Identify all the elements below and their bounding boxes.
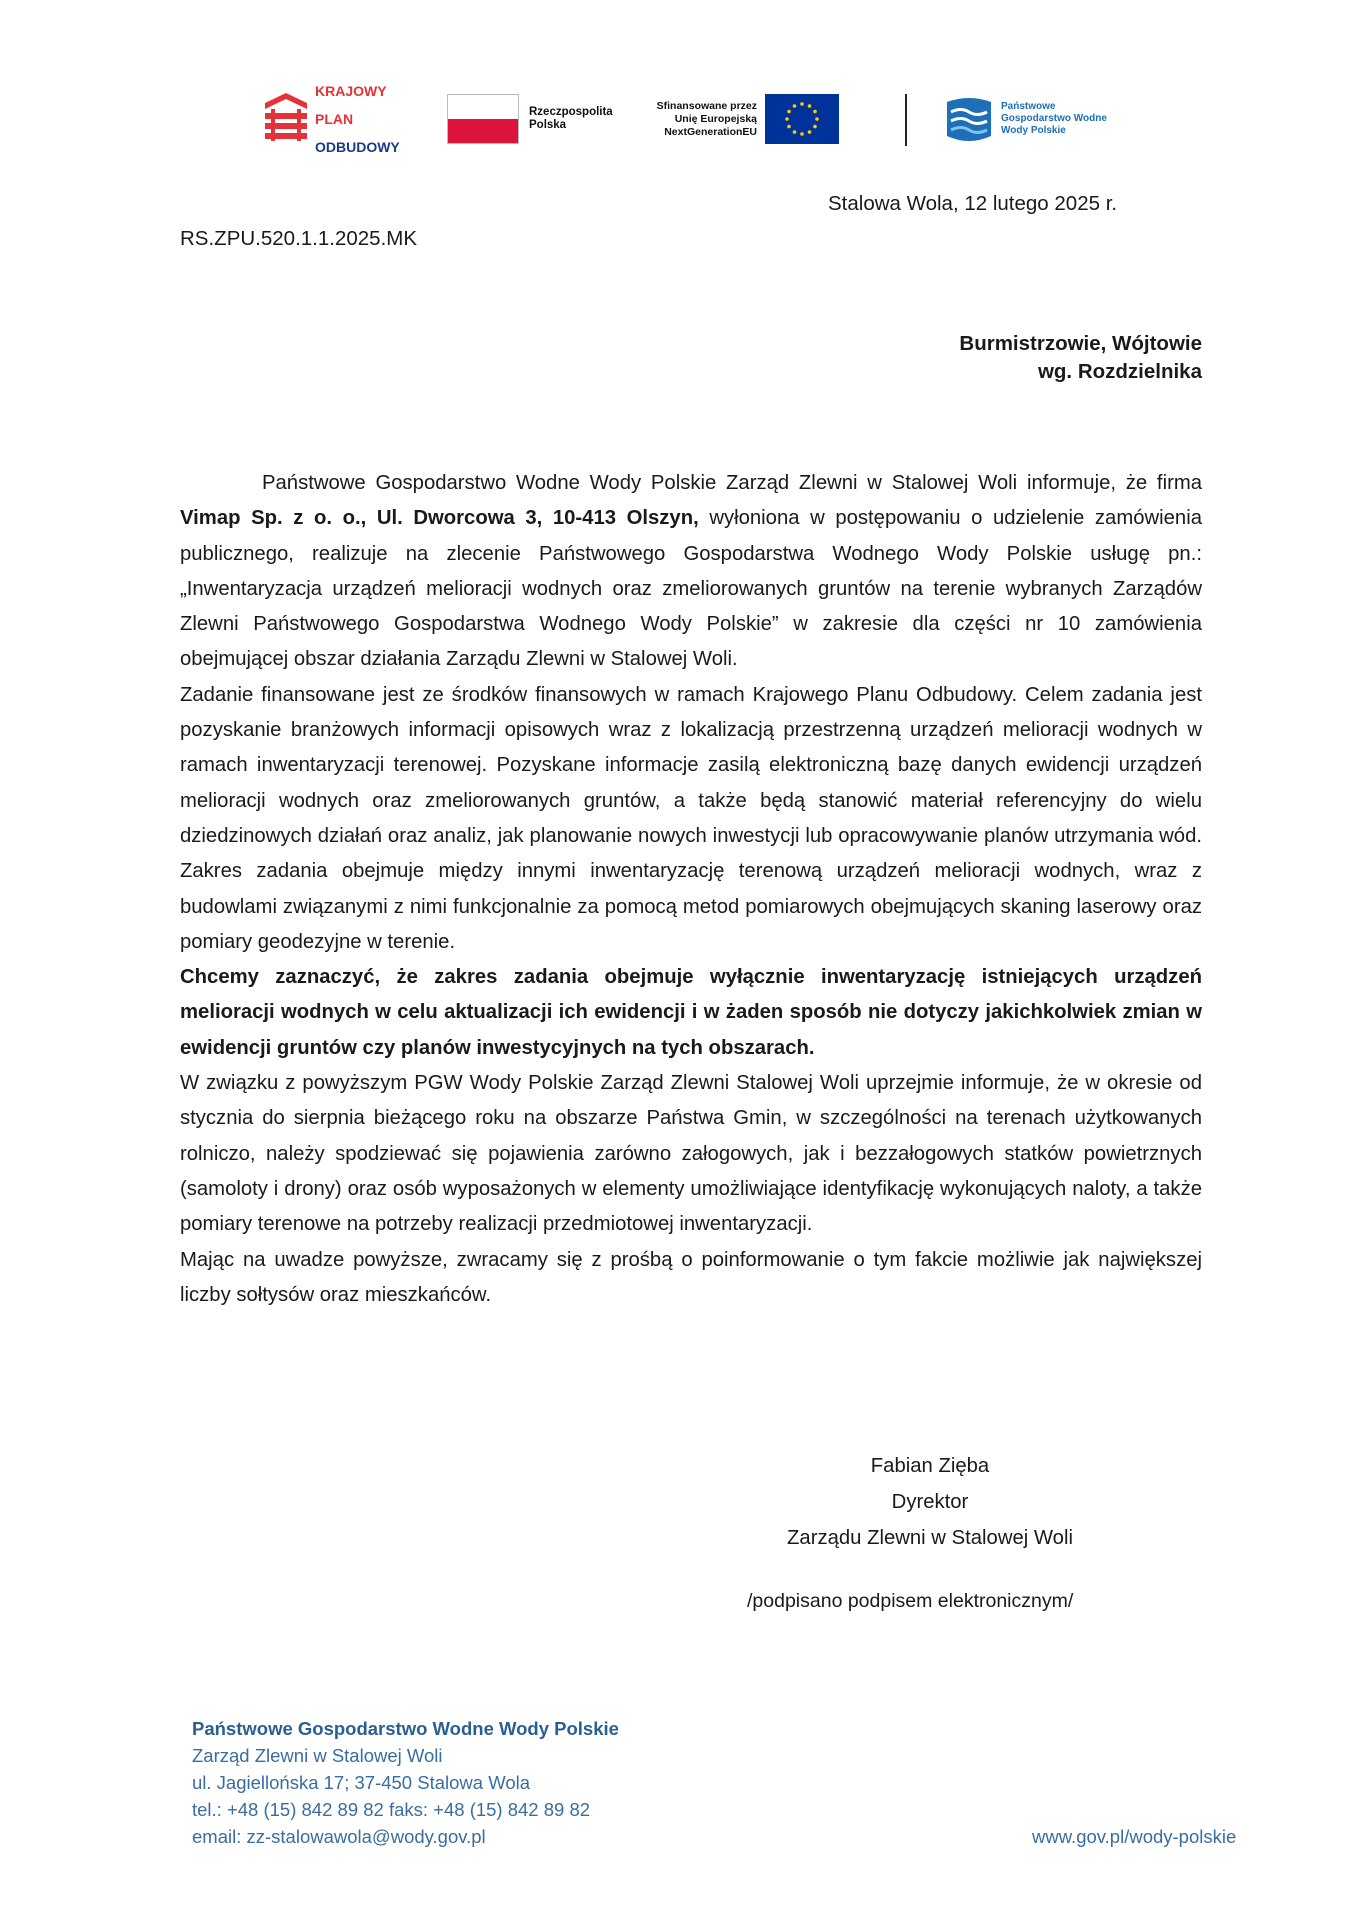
electronic-signature-note: /podpisano podpisem elektronicznym/ (747, 1590, 1074, 1612)
footer-address: ul. Jagiellońska 17; 37-450 Stalowa Wola (192, 1772, 531, 1793)
wody-polskie-logo-icon (945, 96, 993, 142)
eu-line-1: Sfinansowane przez (656, 99, 757, 112)
p1-text-a: Państwowe Gospodarstwo Wodne Wody Polskie Zarząd Zlewni w Stalowej Woli informuje, że firma (262, 472, 1202, 494)
eu-star-icon (787, 125, 791, 129)
wody-polskie-logo-text (1001, 101, 1111, 137)
eu-flag-icon (765, 94, 839, 144)
logo-separator (905, 94, 907, 146)
wp-line-2: Gospodarstwo Wodne (1001, 113, 1107, 124)
kpo-logo-icon (265, 93, 307, 145)
polish-flag-icon (447, 94, 519, 144)
kpo-logo-text (315, 70, 405, 168)
body-paragraph-1 (180, 466, 1202, 678)
eu-line-3: NextGenerationEU (664, 125, 757, 138)
eu-star-icon (787, 110, 791, 114)
eu-star-icon (793, 130, 797, 134)
body-paragraph-3: Chcemy zaznaczyć, że zakres zadania obejmuje wyłącznie inwentaryzację istniejących urządzeń melioracji wodnych w celu aktualizacji ich ewidencji i w żaden sposób nie dotyczy jakichkolwiek zmian w ewidencji gruntów czy planów inwestycyjnych na tych obszarach. (180, 966, 1202, 1059)
letter-date: Stalowa Wola, 12 lutego 2025 r. (828, 192, 1118, 215)
wp-line-1: Państwowe (1001, 101, 1056, 112)
addressee (959, 330, 1202, 386)
signatory-title: Dyrektor (891, 1491, 969, 1513)
eu-star-icon (808, 130, 812, 134)
eu-star-icon (800, 102, 804, 106)
kpo-line-3: ODBUDOWY (315, 139, 400, 155)
footer-unit: Zarząd Zlewni w Stalowej Woli (192, 1745, 443, 1766)
wody-polskie-logo (945, 88, 1111, 150)
body-paragraph-2: Zadanie finansowane jest ze środków finansowych w ramach Krajowego Planu Odbudowy. Celem zadania jest pozyskanie branżowych informacji opisowych wraz z lokalizacją przestrzenną urządzeń melioracji wodnych w ramach inwentaryzacji terenowej. Pozyskane informacje zasilą elektroniczną bazę danych ewidencji urządzeń melioracji wodnych oraz zmeliorowanych gruntów, a także będą stanowić materiał referencyjny do wielu dziedzinowych działań oraz analiz, jak planowanie nowych inwestycji lub opracowywanie planów utrzymania wód. Zakres zadania obejmuje między innymi inwentaryzację terenową urządzeń melioracji wodnych, wraz z budowlami związanymi z nimi funkcjonalnie za pomocą metod pomiarowych obejmujących skaning laserowy oraz pomiary geodezyjne w terenie. (180, 683, 1202, 953)
body-paragraph-4: W związku z powyższym PGW Wody Polskie Zarząd Zlewni Stalowej Woli uprzejmie informuje, że w okresie od stycznia do sierpnia bieżącego roku na obszarze Państwa Gmin, w szczególności na terenach użytkowanych rolniczo, należy spodziewać się pojawienia zarówno załogowych, jak i bezzałogowych statków powietrznych (samoloty i drony) oraz osób wyposażonych w elementy umożliwiające identyfikację wykonujących naloty, a także pomiary terenowe na potrzeby realizacji przedmiotowej inwentaryzacji. (180, 1072, 1202, 1236)
eu-star-icon (793, 104, 797, 108)
letter-body (180, 466, 1202, 1313)
rzeczpospolita-logo (447, 88, 629, 150)
eu-star-icon (815, 117, 819, 121)
eu-funding-logo (645, 88, 839, 150)
kpo-logo (265, 83, 405, 155)
signature-block (730, 1448, 1130, 1556)
footer-phone: tel.: +48 (15) 842 89 82 faks: +48 (15) 842 89 82 (192, 1799, 591, 1820)
logo-band (265, 83, 1125, 155)
reference-number: RS.ZPU.520.1.1.2025.MK (180, 227, 418, 250)
rp-line-2: Polska (529, 119, 567, 131)
wp-line-3: Wody Polskie (1001, 125, 1066, 136)
p1-text-b: wyłoniona w postępowaniu o udzielenie zamówienia publicznego, realizuje na zlecenie Państwowego Gospodarstwa Wodnego Wody Polskie usługę pn.: „Inwentaryzacja urządzeń melioracji wodnych oraz zmeliorowanych gruntów na terenie wybranych Zarządów Zlewni Państwowego Gospodarstwa Wodnego Wody Polskie” w zakresie dla części nr 10 zamówienia obejmującej obszar działania Zarządu Zlewni w Stalowej Woli. (180, 507, 1202, 671)
footer-website-link[interactable]: www.gov.pl/wody-polskie (1032, 1826, 1237, 1847)
footer-contact (192, 1715, 619, 1850)
rzeczpospolita-text (529, 106, 629, 132)
addressee-line-2: wg. Rozdzielnika (1037, 360, 1202, 383)
eu-star-icon (785, 117, 789, 121)
eu-star-icon (813, 110, 817, 114)
signatory-unit: Zarządu Zlewni w Stalowej Woli (787, 1527, 1073, 1549)
kpo-line-1: KRAJOWY (315, 83, 387, 99)
kpo-line-2: PLAN (315, 111, 354, 127)
eu-funding-text (645, 100, 757, 139)
eu-star-icon (808, 104, 812, 108)
p1-company: Vimap Sp. z o. o., Ul. Dworcowa 3, 10-413 Olszyn, (180, 507, 699, 530)
signatory-name: Fabian Zięba (870, 1455, 990, 1477)
rp-line-1: Rzeczpospolita (529, 106, 613, 118)
addressee-line-1: Burmistrzowie, Wójtowie (959, 332, 1202, 355)
eu-line-2: Unię Europejską (674, 112, 757, 125)
footer-org: Państwowe Gospodarstwo Wodne Wody Polskie (192, 1718, 619, 1739)
body-paragraph-5: Mając na uwadze powyższe, zwracamy się z prośbą o poinformowanie o tym fakcie możliwie jak największej liczby sołtysów oraz mieszkańców. (180, 1248, 1202, 1306)
footer-email[interactable]: email: zz-stalowawola@wody.gov.pl (192, 1826, 486, 1847)
eu-star-icon (813, 125, 817, 129)
eu-star-icon (800, 132, 804, 136)
